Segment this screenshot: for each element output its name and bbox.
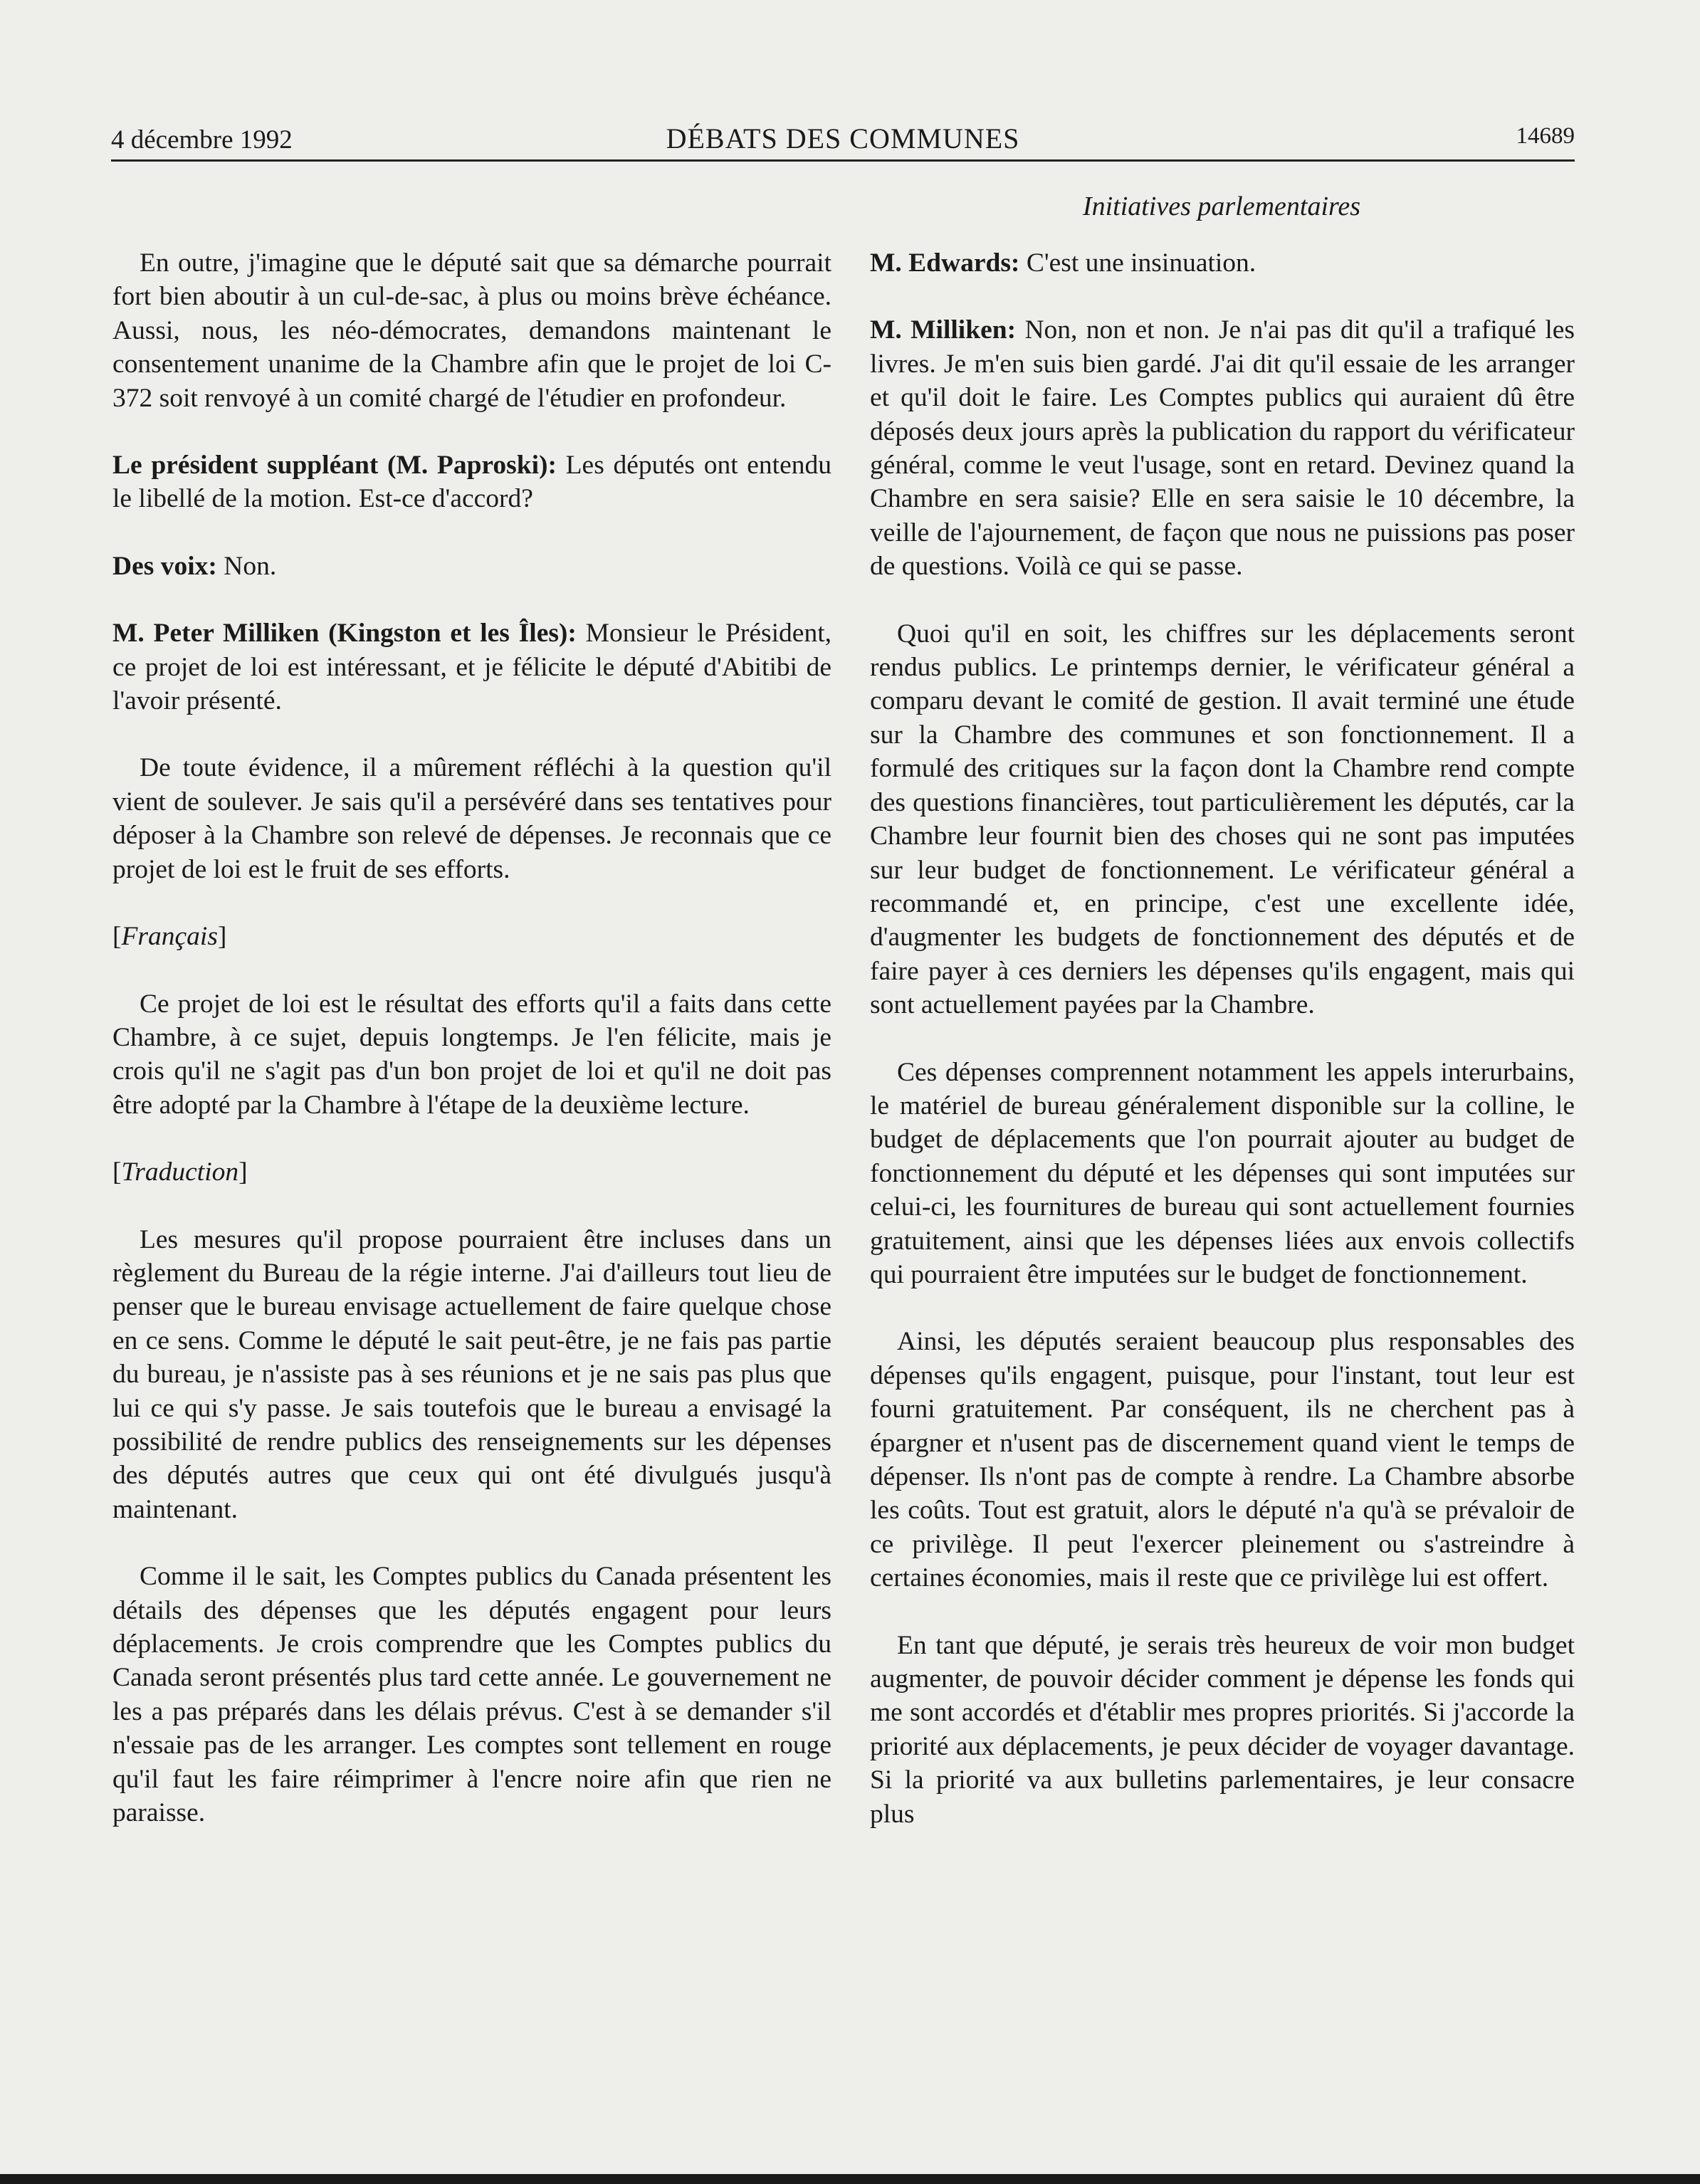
language-label: Français: [121, 922, 218, 952]
speech-text: C'est une insinuation.: [1019, 248, 1256, 278]
speaker-paragraph: [870, 246, 1575, 280]
paragraph: En tant que député, je serais très heureux de voir mon budget augmenter, de pouvoir décider comment je dépense les fonds qui me sont accordés et d'établir mes propres priorités. Si j'accorde la priorité aux déplacements, je peux décider de voyager davantage. Si la priorité va aux bulletins parlementaires, je leur consacre plus: [870, 1630, 1575, 1829]
bracket: [: [112, 1157, 122, 1187]
bracket: ]: [238, 1157, 248, 1187]
paragraph: Comme il le sait, les Comptes publics du Canada présentent les détails des dépenses que les députés engagent pour leurs déplacements. Je crois comprendre que les Comptes publics du Canada seront présentés plus tard cette année. Le gouvernement ne les a pas préparés dans les délais prévus. C'est à se demander s'il n'essaie pas de les arranger. Les comptes sont tellement en rouge qu'il faut les faire réimprimer à l'encre noire afin que rien ne paraisse.: [112, 1562, 831, 1828]
speaker-paragraph: [112, 550, 831, 583]
bracket: ]: [217, 922, 227, 952]
speech-text: Les députés ont entendu le libellé de la motion. Est-ce d'accord?: [112, 451, 831, 514]
section-title: Initiatives parlementaires: [1082, 191, 1361, 221]
page-header: [111, 120, 1575, 162]
header-date: 4 décembre 1992: [111, 125, 293, 154]
speaker-name: M. Edwards:: [870, 248, 1020, 278]
language-label: Traduction: [121, 1157, 239, 1187]
speaker-name: Des voix:: [112, 551, 217, 581]
language-marker: [112, 920, 831, 953]
paragraph: En outre, j'imagine que le député sait que sa démarche pourrait fort bien aboutir à un cul-de-sac, à plus ou moins brève échéance. Aussi, nous, les néo-démocrates, demandons maintenant le consentement unanime de la Chambre afin que le projet de loi C-372 soit renvoyé à un comité chargé de l'étudier en profondeur.: [112, 248, 831, 413]
header-page-number: 14689: [1516, 123, 1575, 149]
bracket: [: [112, 922, 122, 952]
speaker-name: M. Peter Milliken (Kingston et les Îles):: [112, 619, 577, 649]
paragraph: Quoi qu'il en soit, les chiffres sur les déplacements seront rendus publics. Le printemps dernier, le vérificateur général a comparu devant le comité de gestion. Il avait terminé une étude sur la Chambre des communes et son fonctionnement. Il a formulé des critiques sur la façon dont la Chambre rend compte des questions financières, tout particulièrement les députés, car la Chambre leur fournit bien des choses qui ne sont pas imputées sur leur budget de fonctionnement. Le vérificateur général a recommandé et, en principe, c'est une excellente idée, d'augmenter les budgets de fonctionnement des députés et de faire payer à ces derniers les dépenses qu'ils engagent, mais qui sont actuellement payées par la Chambre.: [870, 619, 1575, 1020]
right-column: [870, 246, 1575, 1864]
speaker-name: M. Milliken:: [870, 315, 1017, 345]
speech-text: Monsieur le Président, ce projet de loi est intéressant, et je félicite le député d'Abitibi de l'avoir présenté.: [112, 619, 831, 716]
paragraph: Les mesures qu'il propose pourraient être incluses dans un règlement du Bureau de la régie interne. J'ai d'ailleurs tout lieu de penser que le bureau envisage actuellement de faire quelque chose en ce sens. Comme le député le sait peut-être, je ne fais pas partie du bureau, je n'assiste pas à ses réunions et je ne sais pas plus que lui ce qui s'y passe. Je sais toutefois que le bureau a envisagé la possibilité de rendre publics des renseignements sur les dépenses des députés autres que ceux qui ont été divulgués jusqu'à maintenant.: [112, 1224, 831, 1524]
left-column: [112, 246, 831, 1863]
speech-text: Non, non et non. Je n'ai pas dit qu'il a trafiqué les livres. Je m'en suis bien gardé. J'ai dit qu'il essaie de les arranger et qu'il doit le faire. Les Comptes publics qui auraient dû être déposés deux jours après la publication du rapport du vérificateur général, comme le veut l'usage, sont en retard. Devinez quand la Chambre en sera saisie? Elle en sera saisie le 10 décembre, la veille de l'ajournement, de façon que nous ne puissions pas poser de questions. Voilà ce qui se passe.: [870, 315, 1575, 582]
speaker-name: Le président suppléant (M. Paproski):: [112, 451, 557, 481]
speaker-paragraph: [112, 616, 831, 718]
header-title: DÉBATS DES COMMUNES: [666, 122, 1020, 154]
language-marker: [112, 1155, 831, 1189]
paragraph: De toute évidence, il a mûrement réfléchi à la question qu'il vient de soulever. Je sais qu'il a persévéré dans ses tentatives pour déposer à la Chambre son relevé de dépenses. Je reconnais que ce projet de loi est le fruit de ses efforts.: [112, 753, 831, 884]
paragraph: Ces dépenses comprennent notamment les appels interurbains, le matériel de bureau généralement disponible sur la colline, le budget de déplacements que l'on pourrait ajouter au budget de fonctionnement du député et les dépenses qui sont imputées sur celui-ci, les fournitures de bureau qui sont actuellement fournies gratuitement, ainsi que les dépenses liées aux envois collectifs qui pourraient être imputées sur le budget de fonctionnement.: [870, 1057, 1575, 1289]
paragraph: Ce projet de loi est le résultat des efforts qu'il a faits dans cette Chambre, à ce sujet, depuis longtemps. Je l'en félicite, mais je crois qu'il ne s'agit pas d'un bon projet de loi et qu'il ne doit pas être adopté par la Chambre à l'étape de la deuxième lecture.: [112, 989, 831, 1120]
speaker-paragraph: [870, 313, 1575, 583]
speech-text: Non.: [216, 551, 277, 581]
paragraph: Ainsi, les députés seraient beaucoup plus responsables des dépenses qu'ils engagent, puisque, pour l'instant, tout leur est fourni gratuitement. Par conséquent, ils ne cherchent pas à épargner et n'usent pas de discernement quand vient le temps de dépenser. Ils n'ont pas de compte à rendre. La Chambre absorbe les coûts. Tout est gratuit, alors le député n'a qu'à se prévaloir de ce privilège. Il peut l'exercer pleinement ou s'astreindre à certaines économies, mais il reste que ce privilège lui est offert.: [870, 1327, 1575, 1593]
speaker-paragraph: [112, 448, 831, 516]
scan-bottom-edge: [0, 2174, 1700, 2184]
